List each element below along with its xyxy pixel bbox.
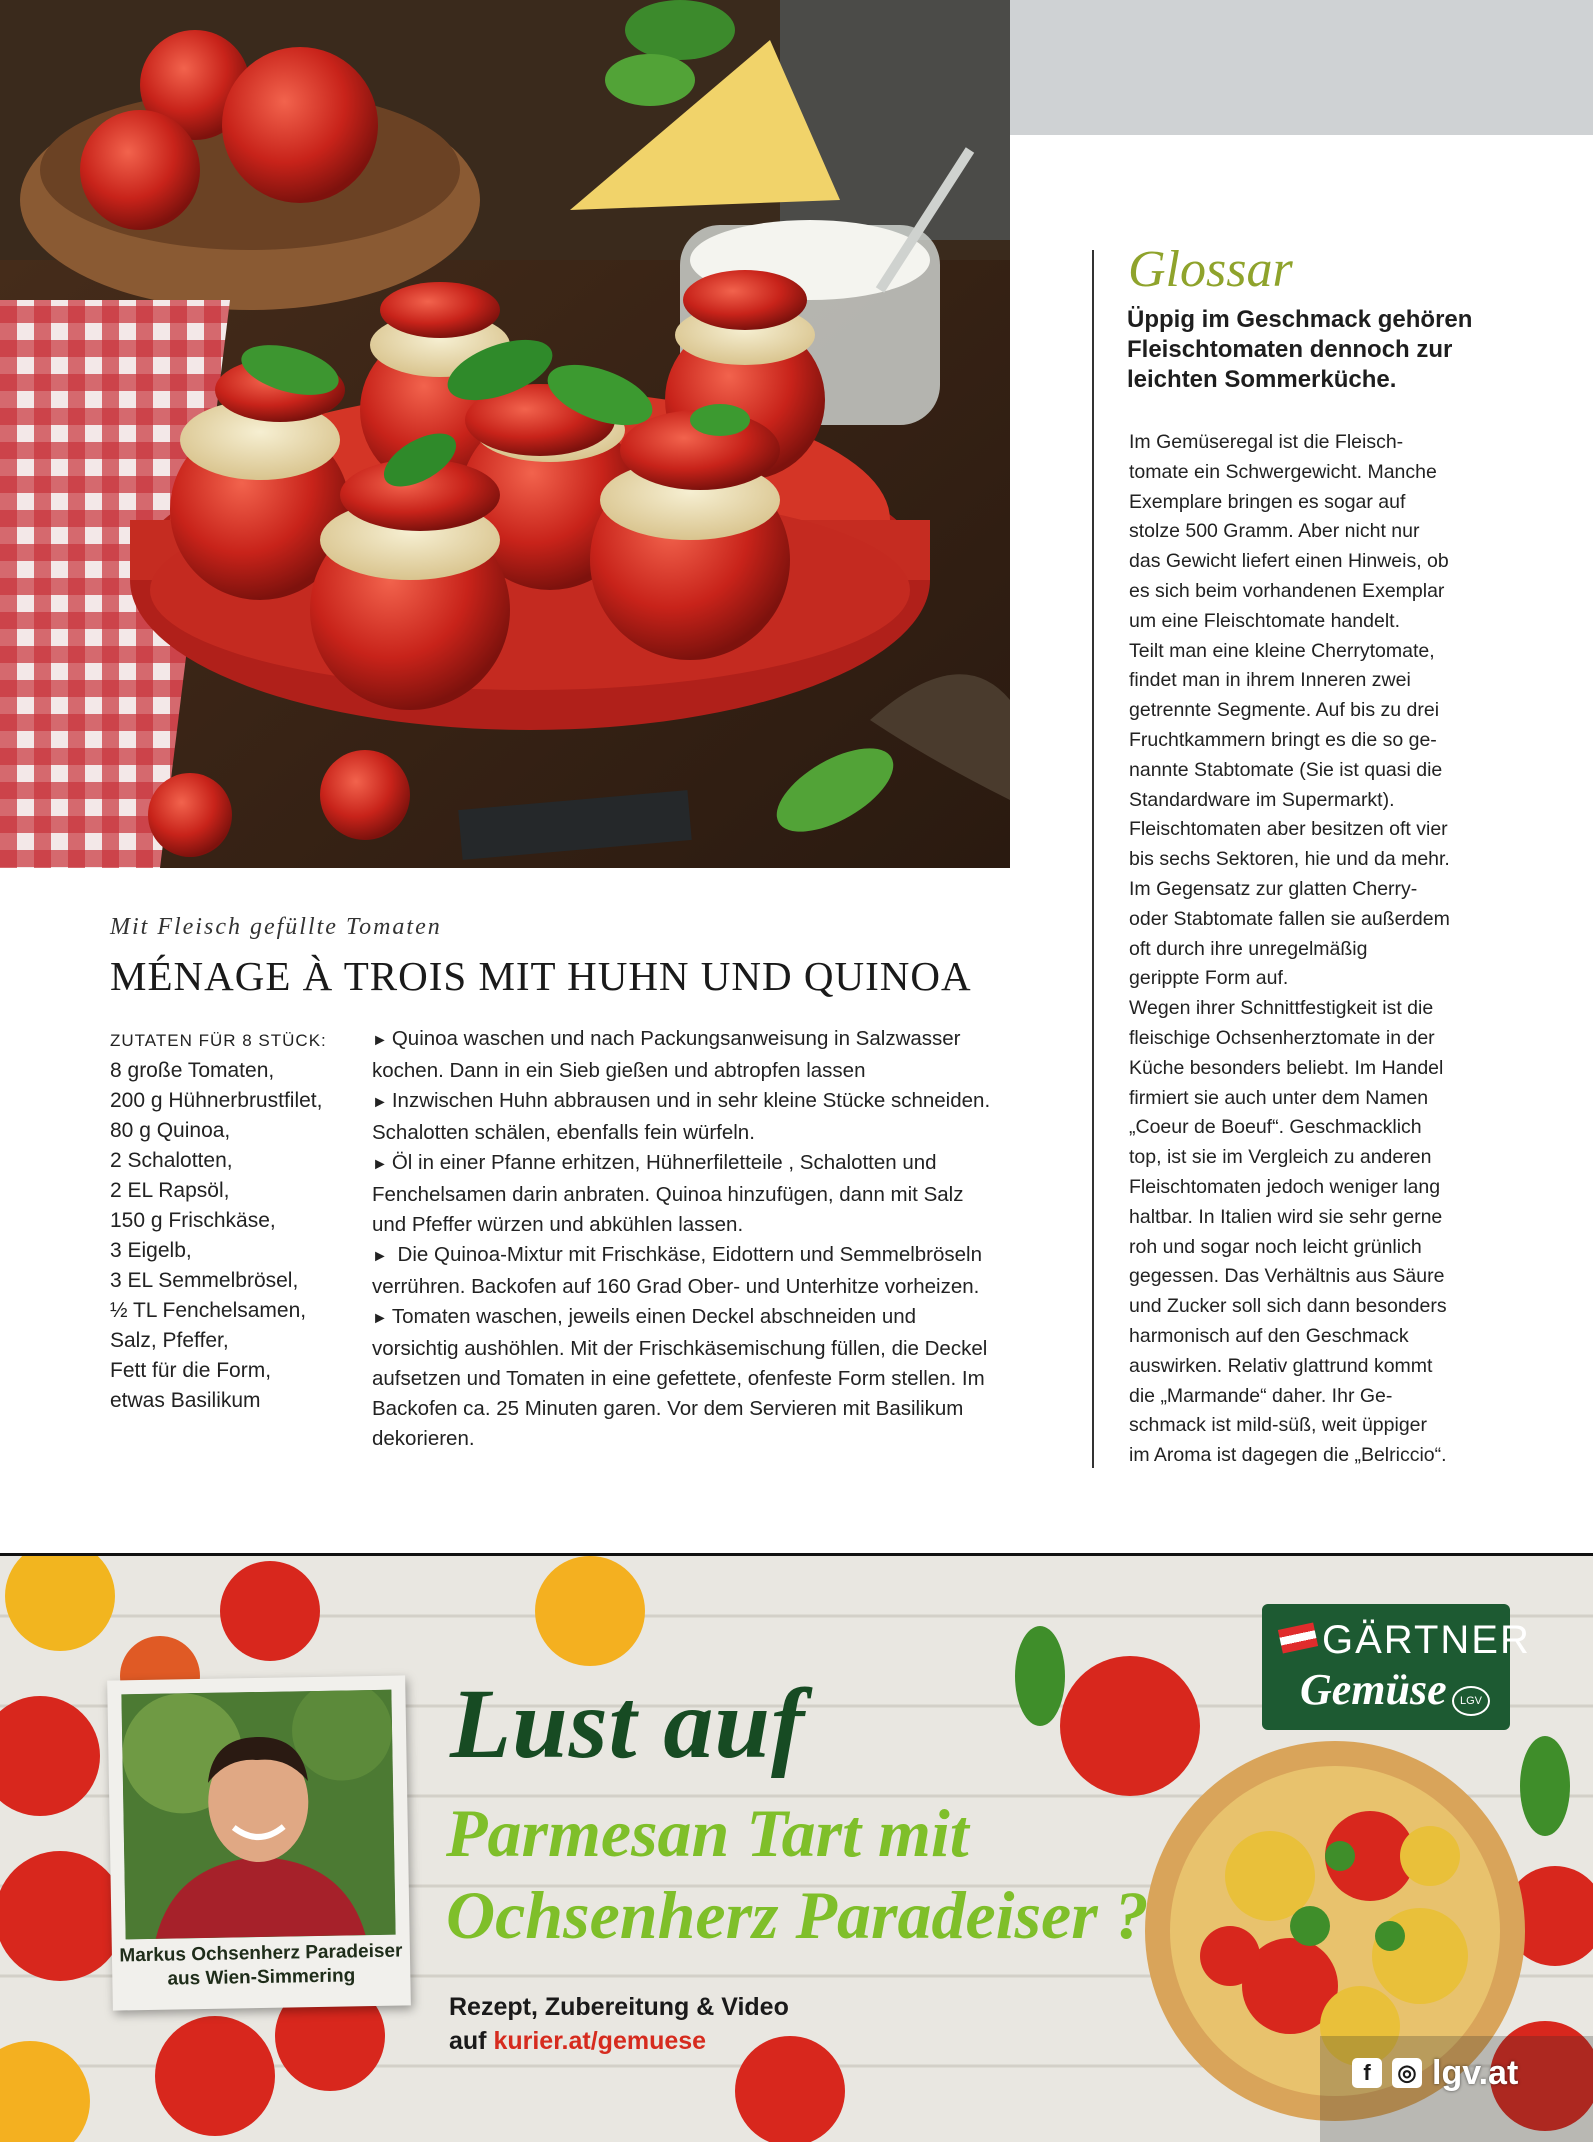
ingredient: Fett für die Form, [110,1359,272,1382]
social-links [1352,2053,1519,2092]
facebook-icon[interactable]: f [1352,2058,1382,2088]
ad-subheadline-1: Parmesan Tart mit [446,1795,969,1871]
stuffed-tomatoes-photo [0,0,1010,868]
recipe-step [372,1086,992,1148]
recipe-step [372,1302,992,1454]
glossar-line: tomate ein Schwergewicht. Manche [1129,460,1437,483]
ingredient: 8 große Tomaten, [110,1059,275,1082]
lgv-badge: LGV [1452,1686,1490,1716]
ingredient: 2 EL Rapsöl, [110,1179,230,1202]
recipe-step [372,1240,992,1302]
glossar-lead: Üppig im Geschmack gehören Fleischtomaten dennoch zur leichten Sommerküche. [1127,306,1473,393]
glossar-line: Fruchtkammern bringt es die so ge- [1129,728,1437,751]
caption-line: Markus Ochsenherz Paradeiser [119,1940,403,1967]
ingredients-heading: ZUTATEN FÜR 8 STÜCK: [110,1031,327,1050]
farmer-polaroid [107,1675,411,2010]
recipe-steps [372,1024,992,1454]
grey-corner-block [1010,0,1593,135]
glossar-line: oder Stabtomate fallen sie außerdem [1129,907,1450,930]
glossar-line: nannte Stabtomate (Sie ist quasi die [1129,758,1443,781]
recipe-kicker: Mit Fleisch gefüllte Tomaten [110,914,442,940]
glossar-line: findet man in ihrem Inneren zwei [1129,669,1411,692]
logo-text-2: Gemüse [1300,1665,1447,1714]
glossar-line: stolze 500 Gramm. Aber nicht nur [1129,520,1420,543]
link-prefix: auf [449,2027,494,2055]
glossar-line: getrennte Segmente. Auf bis zu drei [1129,699,1440,722]
glossar-line: Standardware im Supermarkt). [1129,788,1395,811]
glossar-line: Exemplare bringen es sogar auf [1129,490,1406,513]
glossar-line: im Aroma ist dagegen die „Belriccio“. [1129,1444,1447,1467]
step-text: Öl in einer Pfanne erhitzen, Hühnerfiletteile , Schalotten und Fenchelsamen darin anbraten. Quinoa hinzufügen, dann mit Salz und Pfeffer würzen und abkühlen lassen. [372,1151,964,1236]
glossar-line: bis sechs Sektoren, hie und da mehr. [1129,848,1450,871]
arrow-right-icon: ► [372,1310,388,1327]
glossar-line: gegessen. Das Verhältnis aus Säure [1129,1265,1445,1288]
glossar-line: Im Gemüseregal ist die Fleisch- [1129,431,1404,453]
arrow-right-icon: ► [372,1248,388,1265]
recipe-step [372,1024,992,1086]
caption-line: aus Wien-Simmering [167,1965,356,1990]
ingredient: 200 g Hühnerbrustfilet, [110,1089,323,1112]
glossar-line: oft durch ihre unregelmäßig [1129,937,1368,960]
ingredient: 3 Eigelb, [110,1239,192,1262]
advertisement [0,1553,1593,2142]
glossar-line: und Zucker soll sich dann besonders [1129,1295,1447,1318]
step-text: Tomaten waschen, jeweils einen Deckel abschneiden und vorsichtig aushöhlen. Mit der Frischkäsemischung füllen, die Deckel aufsetzen und Tomaten in eine gefettete, ofenfeste Form stellen. Im Backofen ca. 25 Minuten garen. Vor dem Servieren mit Basilikum dekorieren. [372,1305,988,1450]
glossar-line: schmack ist mild-süß, weit üppiger [1129,1414,1428,1437]
ad-recipe-line: Rezept, Zubereitung & Video [449,1993,789,2021]
farmer-portrait [121,1690,395,1940]
glossar-line: Fleischtomaten aber besitzen oft vier [1129,818,1448,841]
step-text: Inzwischen Huhn abbrausen und in sehr kleine Stücke schneiden. Schalotten schälen, ebenfalls fein würfeln. [372,1089,991,1144]
kurier-link[interactable]: kurier.at/gemuese [493,2027,707,2055]
glossar-line: „Coeur de Boeuf“. Geschmacklich [1129,1116,1422,1139]
arrow-right-icon: ► [372,1032,388,1049]
glossar-line: top, ist sie im Vergleich zu anderen [1129,1146,1432,1169]
glossar-line: Teilt man eine kleine Cherrytomate, [1129,639,1435,662]
glossar-line: es sich beim vorhandenen Exemplar [1129,579,1445,602]
glossar-title: Glossar [1128,241,1293,298]
glossar-line: fleischige Ochsenherztomate in der [1129,1026,1435,1049]
glossar-line: harmonisch auf den Geschmack [1129,1324,1409,1347]
ingredient: etwas Basilikum [110,1389,261,1412]
ad-recipe-link-line [449,2027,706,2056]
ingredient: 2 Schalotten, [110,1149,233,1172]
step-text: Quinoa waschen und nach Packungsanweisung in Salzwasser kochen. Dann in ein Sieb gießen und abtropfen lassen [372,1027,961,1082]
recipe-title: MÉNAGE À TROIS MIT HUHN UND QUINOA [110,953,972,999]
step-text: Die Quinoa-Mixtur mit Frischkäse, Eidottern und Semmelbröseln verrühren. Backofen auf 160 Grad Ober- und Unterhitze vorheizen. [372,1243,983,1298]
ingredient: 3 EL Semmelbrösel, [110,1269,299,1292]
farmer-caption [112,1939,411,1992]
ingredient: ½ TL Fenchelsamen, [110,1299,307,1322]
glossar-line: gerippte Form auf. [1129,967,1289,990]
lgv-website-link[interactable]: lgv.at [1432,2053,1519,2092]
glossar-line: die „Marmande“ daher. Ihr Ge- [1129,1384,1393,1407]
glossar-line: Küche besonders beliebt. Im Handel [1129,1056,1444,1079]
glossar-body [1129,428,1489,1471]
glossar-line: haltbar. In Italien wird sie sehr gerne [1129,1205,1443,1228]
glossar-line: das Gewicht liefert einen Hinweis, ob [1129,550,1449,573]
glossar-line: roh und sogar noch leicht grünlich [1129,1235,1422,1258]
ad-headline: Lust auf [450,1668,806,1779]
ingredient: 80 g Quinoa, [110,1119,231,1142]
ingredient: Salz, Pfeffer, [110,1329,229,1352]
glossar-line: Im Gegensatz zur glatten Cherry- [1129,877,1418,900]
ingredients-list [110,1026,360,1416]
glossar-line: Wegen ihrer Schnittfestigkeit ist die [1129,997,1434,1020]
ingredient: 150 g Frischkäse, [110,1209,276,1232]
austria-flag-icon [1278,1623,1318,1654]
instagram-icon[interactable]: ◎ [1392,2058,1422,2088]
glossar-rule [1092,250,1094,1468]
glossar-line: Fleischtomaten jedoch weniger lang [1129,1175,1441,1198]
glossar-line: auswirken. Relativ glattrund kommt [1129,1354,1433,1377]
glossar-line: firmiert sie auch unter dem Namen [1129,1086,1429,1109]
logo-text-1: GÄRTNER [1322,1618,1531,1662]
ad-subheadline-2: Ochsenherz Paradeiser ? [446,1877,1149,1953]
recipe-step [372,1148,992,1240]
glossar-line: um eine Fleischtomate handelt. [1129,609,1400,632]
arrow-right-icon: ► [372,1156,388,1173]
arrow-right-icon: ► [372,1094,388,1111]
gaertner-gemuese-logo [1262,1604,1531,1730]
